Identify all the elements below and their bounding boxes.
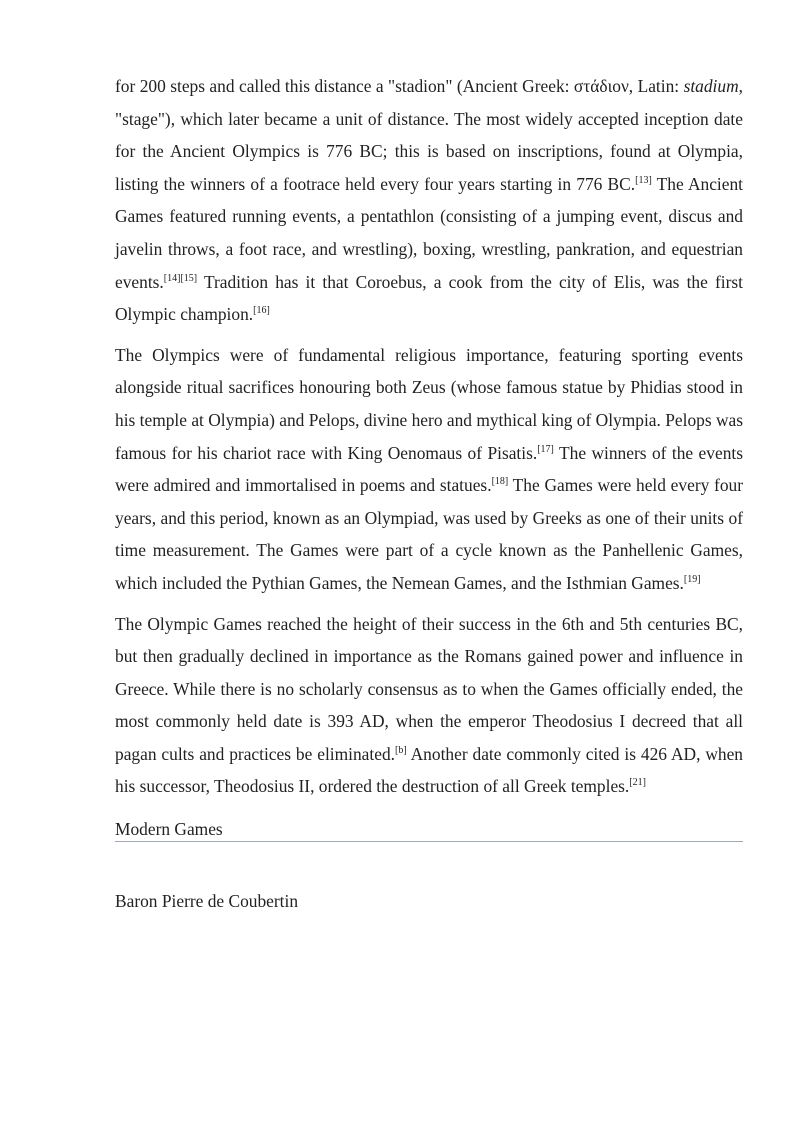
paragraph-text: The Games were held every four years, and this period, known as an Olympiad, was used by Greeks as one of their units of time measurement. The Games were part of a cycle known as the Panhellenic Games, which included the Pythian Games, the Nemean Games, and the Isthmian Games. bbox=[115, 475, 744, 593]
citation-reference[interactable]: [b] bbox=[395, 744, 407, 756]
section-heading: Modern Games bbox=[115, 817, 743, 842]
article-paragraph bbox=[115, 70, 743, 331]
paragraph-text: , "stage"), which later became a unit of distance. The most widely accepted inception date for the Ancient Olympics is 776 BC; this is based on inscriptions, found at Olympia, listing the winners of a footrace held every four years starting in 776 BC. bbox=[115, 76, 743, 194]
image-caption: Baron Pierre de Coubertin bbox=[115, 891, 299, 912]
article-body bbox=[115, 70, 743, 803]
citation-reference[interactable]: [18] bbox=[491, 476, 509, 488]
citation-reference[interactable]: [17] bbox=[537, 443, 554, 455]
citation-reference[interactable]: [19] bbox=[683, 573, 701, 585]
paragraph-text: The Olympic Games reached the height of their success in the 6th and 5th centuries BC, but then gradually declined in importance as the Romans gained power and influence in Greece. While there is no scholarly consensus as to when the Games officially ended, the most commonly held date is 393 AD, when the emperor Theodosius I decreed that all pagan cults and practices be eliminated. bbox=[115, 613, 743, 764]
article-paragraph bbox=[115, 339, 743, 600]
paragraph-text: Tradition has it that Coroebus, a cook from the city of Elis, was the first Olympic champion. bbox=[115, 271, 743, 325]
citation-reference[interactable]: [21] bbox=[629, 777, 646, 789]
article-page bbox=[115, 70, 743, 913]
citation-reference[interactable]: [16] bbox=[253, 305, 270, 317]
paragraph-text: Another date commonly cited is 426 AD, when his successor, Theodosius II, ordered the destruction of all Greek temples. bbox=[115, 743, 743, 797]
paragraph-text: The Olympics were of fundamental religious importance, featuring sporting events alongside ritual sacrifices honouring both Zeus (whose famous statue by Phidias stood in his temple at Olympia) and Pelops, divine hero and mythical king of Olympia. Pelops was famous for his chariot race with King Oenomaus of Pisatis. bbox=[115, 344, 743, 463]
italic-term: stadium bbox=[683, 76, 739, 96]
citation-reference[interactable]: [14][15] bbox=[163, 272, 198, 284]
paragraph-text: The winners of the events were admired and immortalised in poems and statues. bbox=[115, 442, 743, 496]
citation-reference[interactable]: [13] bbox=[635, 174, 652, 186]
paragraph-text: for 200 steps and called this distance a "stadion" (Ancient Greek: στάδιον, Latin: bbox=[115, 76, 684, 96]
article-paragraph bbox=[115, 608, 743, 804]
paragraph-text: The Ancient Games featured running events, a pentathlon (consisting of a jumping event, discus and javelin throws, a foot race, and wrestling), boxing, wrestling, pankration, and equestrian events. bbox=[115, 173, 743, 292]
